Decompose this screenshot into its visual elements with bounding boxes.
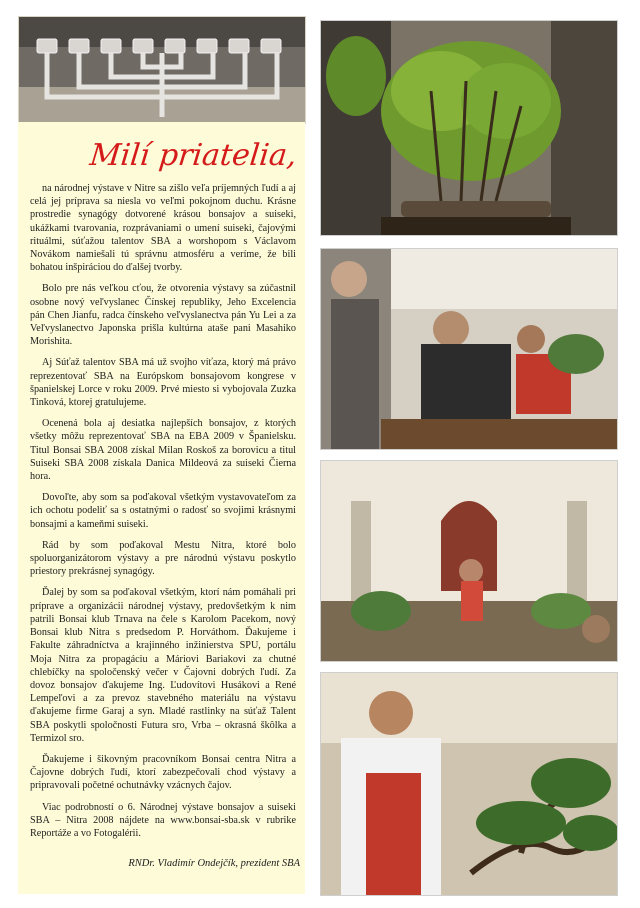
bonsai-tree-icon [321, 21, 617, 235]
paragraph: Ďalej by som sa poďakoval všetkým, ktorí nám pomáhali pri príprave a organizácii národnej výstavy, predovšetkým k nim patrili Bonsai klub Trnava na čele s Karolom Pacekom, nový Bonsai klub Nitra s predsedom P. Horváthom. Ďakujeme i Fakulte záhradníctva a krajinného inžinierstva SPU, portálu Moja Nitra za propagáciu a Máriovi Bariakovi za chutné chlebíčky na spoločenský večer v Čajovni dobrých ľudí. Za dovoz bonsajov ďakujeme Ing. Ľudovítovi Husákovi a René Lempeľovi a za prevoz stavebného materiálu na výstavu ďakujeme firme Garaj a syn. Mladé rastlinky na súťaž Talent SBA poskytli spoločnosti Futura sro, Vrba – okrasná škôlka a Termizol sro. [30, 587, 296, 744]
page-title: Milí priatelia, [88, 138, 299, 173]
paragraph: Viac podrobností o 6. Národnej výstave bonsajov a suiseki SBA – Nitra 2008 nájdete na www.bonsai-sba.sk v rubrike Reportáže a vo Fotogalérii. [30, 801, 296, 839]
paragraph: Rád by som poďakoval Mestu Nitra, ktoré bolo spoluorganizátorom výstavy a pre národnú výstavu poskytlo priestory prekrásnej synagógy. [30, 539, 296, 578]
workshop-scene-icon [321, 249, 617, 449]
paragraph: na národnej výstave v Nitre sa zišlo veľa príjemných ľudí a aj celá jej príprava sa niesla vo veľmi pokojnom duchu. Krásne prostredie synagógy dotvorené krásou bonsajov a suiseki, ukážkami tvarovania, rozprávaniami o umení suiseki, čajovými rituálmi, súťažou talentov SBA a worshopom s Václavom Novákom namiešali tú správnu atmosféru a veríme, že bili bohatou inšpiráciou do ďalšej tvorby. [30, 183, 296, 274]
article-body [30, 182, 296, 848]
menorah-icon [19, 17, 305, 123]
bonsai-photo [320, 20, 618, 236]
paragraph: Ďakujeme i šikovným pracovníkom Bonsai centra Nitra a Čajovne dobrých ľudí, ktorí zabezpečovali chod výstavy a pripravovali početné ochutnávky vzácnych čajov. [30, 753, 296, 792]
exhibition-hall-photo [320, 460, 618, 662]
menorah-photo [18, 16, 306, 124]
paragraph: Aj Súťaž talentov SBA má už svojho víťaza, ktorý má právo reprezentovať SBA na Európskom bonsajovom kongrese v španielskej Lorce v roku 2009. Prvé miesto si vybojovala Zuzka Tinková, ktorej gratulujeme. [30, 357, 296, 409]
paragraph: Dovoľte, aby som sa poďakoval všetkým vystavovateľom za ich ochotu podeliť sa s ostatnými o radosť so svojimi krásnymi bonsajmi a kameňmi suiseki. [30, 492, 296, 530]
workshop-photo [320, 248, 618, 450]
paragraph: Bolo pre nás veľkou cťou, že otvorenia výstavy sa zúčastnil osobne nový veľvyslanec Čínskej republiky, Jeho Excelencia pán Chen Jianfu, radca čínskeho veľvyslanectva pán Yu Lei a za Veľvyslanectvo Japonska prišla kultúrna ataše pani Masahiko Morishita. [30, 283, 296, 348]
bonsai-artist-icon [321, 673, 617, 895]
exhibition-hall-icon [321, 461, 617, 661]
bonsai-artist-photo [320, 672, 618, 896]
signature: RNDr. Vladimír Ondejčík, prezident SBA [128, 858, 300, 869]
paragraph: Ocenená bola aj desiatka najlepších bonsajov, z ktorých všetky môžu reprezentovať SBA na EBA 2009 v Španielsku. Titul Bonsai SBA 2008 získal Milan Roskoš za borovicu a titul Suiseki SBA 2008 získala Danica Mildeová za suiseki Čierna hora. [30, 418, 296, 483]
